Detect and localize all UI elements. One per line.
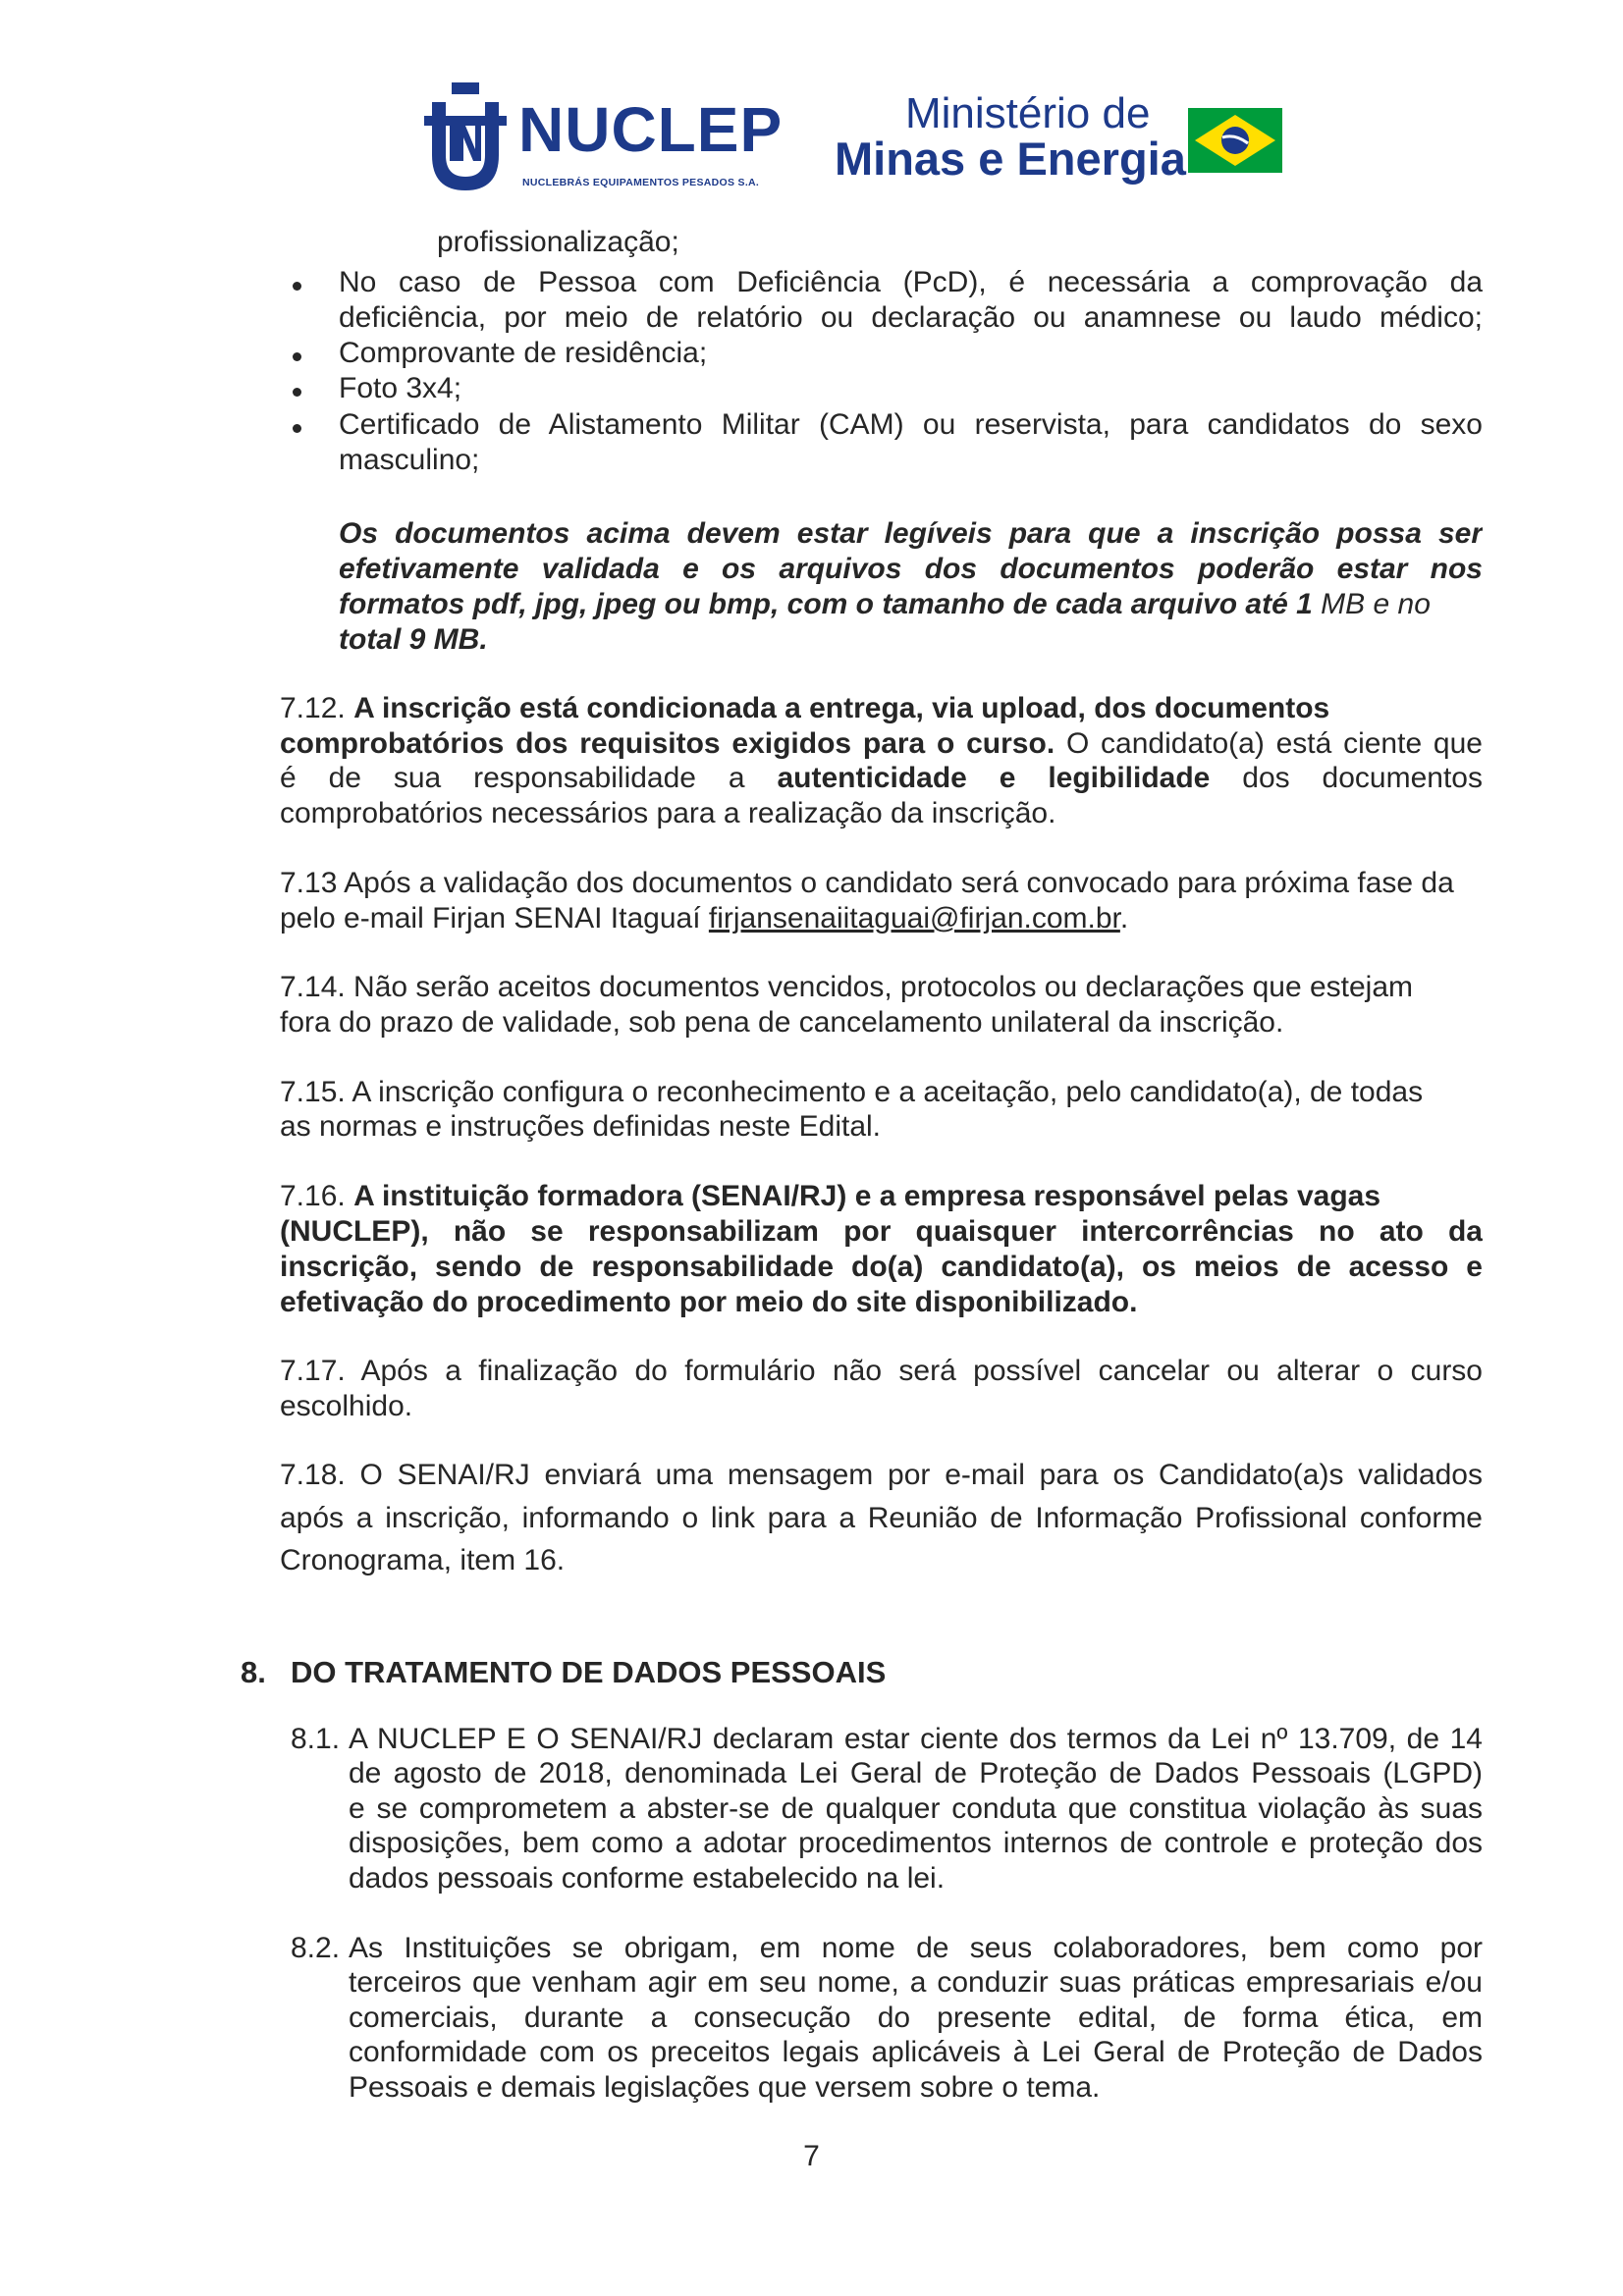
- note-line: efetivamente validada e os arquivos dos documentos poderão estar nos: [339, 553, 1483, 585]
- bullet-dot: [293, 388, 301, 397]
- item-7-18-line2: após a inscrição, informando o link para a Reunião de Informação Profissional conforme: [280, 1502, 1483, 1534]
- page-number: 7: [803, 2140, 820, 2172]
- item-7-15-line1: 7.15. A inscrição configura o reconhecimento e a aceitação, pelo candidato(a), de todas: [280, 1076, 1424, 1108]
- item-8-1-line: dados pessoais conforme estabelecido na lei.: [349, 1862, 946, 1895]
- bullet-dot: [293, 424, 301, 433]
- item-7-13-text: pelo e-mail Firjan SENAI Itaguaí: [280, 902, 701, 934]
- item-7-17-line1: 7.17. Após a finalização do formulário não será possível cancelar ou alterar o curso: [280, 1355, 1483, 1387]
- item-8-1-line: de agosto de 2018, denominada Lei Geral de Proteção de Dados Pessoais (LGPD): [349, 1757, 1483, 1789]
- item-8-2-number: 8.2.: [291, 1932, 341, 1964]
- item-7-13-period: .: [1119, 902, 1129, 934]
- item-7-12-bold-text: A inscrição está condicionada a entrega, via upload, dos documentos: [353, 692, 1330, 724]
- nuclep-subtitle: NUCLEBRÁS EQUIPAMENTOS PESADOS S.A.: [522, 177, 760, 188]
- item-7-13-line2: [280, 901, 1128, 936]
- ministry-line2: Minas e Energia: [835, 133, 1186, 185]
- item-7-12-line2: [280, 726, 1483, 762]
- item-number: 7.16.: [280, 1180, 346, 1212]
- item-8-2-line: comerciais, durante a consecução do presente edital, de forma ética, em: [349, 2002, 1483, 2034]
- item-7-16-bold-text: A instituição formadora (SENAI/RJ) e a empresa responsável pelas vagas: [353, 1180, 1381, 1212]
- item-8-2-line: conformidade com os preceitos legais aplicáveis à Lei Geral de Proteção de Dados: [349, 2036, 1483, 2068]
- item-8-2-line: terceiros que venham agir em seu nome, a conduzir suas práticas empresariais e/ou: [349, 1966, 1483, 1999]
- item-8-1-line: e se comprometem a abster-se de qualquer conduta que constitua violação às suas: [349, 1792, 1483, 1825]
- bullet-dot: [293, 352, 301, 361]
- item-7-16-line2: (NUCLEP), não se responsabilizam por quaisquer intercorrências no ato da: [280, 1215, 1483, 1248]
- item-7-12-line4: comprobatórios necessários para a realização da inscrição.: [280, 797, 1056, 829]
- bullet-item-foto: Foto 3x4;: [339, 372, 462, 404]
- item-7-12-text: dos documentos: [1242, 762, 1483, 794]
- brazil-flag-icon: [1188, 108, 1282, 173]
- bullet-dot: [293, 282, 301, 291]
- nuclep-wordmark: NUCLEP: [518, 94, 784, 165]
- item-7-12-line1: [280, 691, 1483, 726]
- bullet-item-residencia: Comprovante de residência;: [339, 337, 708, 369]
- item-7-18-line1: 7.18. O SENAI/RJ enviará uma mensagem por e-mail para os Candidato(a)s validados: [280, 1459, 1483, 1491]
- item-7-12-line3: [280, 761, 1483, 796]
- item-7-12-bold-text: autenticidade e legibilidade: [777, 762, 1211, 794]
- item-7-18-line3: Cronograma, item 16.: [280, 1544, 566, 1576]
- item-number: 7.12.: [280, 692, 346, 724]
- ministry-line1: Ministério de: [905, 89, 1151, 137]
- item-8-1-number: 8.1.: [291, 1723, 341, 1755]
- item-8-1-line: disposições, bem como a adotar procedimentos internos de controle e proteção dos: [349, 1827, 1483, 1859]
- bullet-item-cam: Certificado de Alistamento Militar (CAM) ou reservista, para candidatos do sexo masculino;: [339, 408, 1483, 476]
- item-8-2-line: Pessoais e demais legislações que versem sobre o tema.: [349, 2071, 1101, 2104]
- note-mb: MB: [1321, 588, 1366, 620]
- page-header: [412, 75, 1296, 202]
- note-e-no: e no: [1373, 588, 1431, 620]
- note-line-text: formatos pdf, jpg, jpeg ou bmp, com o tamanho de cada arquivo até 1: [339, 588, 1313, 620]
- item-7-15-line2: as normas e instruções definidas neste Edital.: [280, 1110, 881, 1143]
- note-line: [339, 587, 1483, 622]
- nuclep-logo-icon: [422, 80, 509, 198]
- item-7-16-line4: efetivação do procedimento por meio do site disponibilizado.: [280, 1286, 1138, 1318]
- note-line: total 9 MB.: [339, 623, 488, 656]
- item-7-16-line1: [280, 1179, 1483, 1214]
- item-7-17-line2: escolhido.: [280, 1390, 413, 1422]
- section-8-title: DO TRATAMENTO DE DADOS PESSOAIS: [291, 1655, 887, 1689]
- item-7-12-text: O candidato(a) está ciente que: [1065, 727, 1483, 760]
- continuation-text: profissionalização;: [437, 226, 679, 258]
- item-8-1-line: A NUCLEP E O SENAI/RJ declaram estar ciente dos termos da Lei nº 13.709, de 14: [349, 1723, 1483, 1755]
- item-7-16-line3: inscrição, sendo de responsabilidade do(a) candidato(a), os meios de acesso e: [280, 1251, 1483, 1283]
- section-8-number: 8.: [241, 1655, 266, 1689]
- item-7-12-bold-text: comprobatórios dos requisitos exigidos para o curso.: [280, 727, 1055, 760]
- item-8-2-line: As Instituições se obrigam, em nome de seus colaboradores, bem como por: [349, 1932, 1483, 1964]
- item-7-14-line2: fora do prazo de validade, sob pena de cancelamento unilateral da inscrição.: [280, 1006, 1284, 1039]
- item-7-12-text: é de sua responsabilidade a: [280, 762, 745, 794]
- note-line: Os documentos acima devem estar legíveis para que a inscrição possa ser: [339, 517, 1483, 550]
- item-7-14-line1: 7.14. Não serão aceitos documentos vencidos, protocolos ou declarações que estejam: [280, 971, 1414, 1003]
- item-7-13-line1: 7.13 Após a validação dos documentos o candidato será convocado para próxima fase da: [280, 867, 1454, 899]
- email-link[interactable]: firjansenaiitaguai@firjan.com.br: [708, 902, 1120, 934]
- bullet-item-pcd: No caso de Pessoa com Deficiência (PcD), é necessária a comprovação da deficiência, por meio de relatório ou declaração ou anamnese ou laudo médico;: [339, 266, 1483, 334]
